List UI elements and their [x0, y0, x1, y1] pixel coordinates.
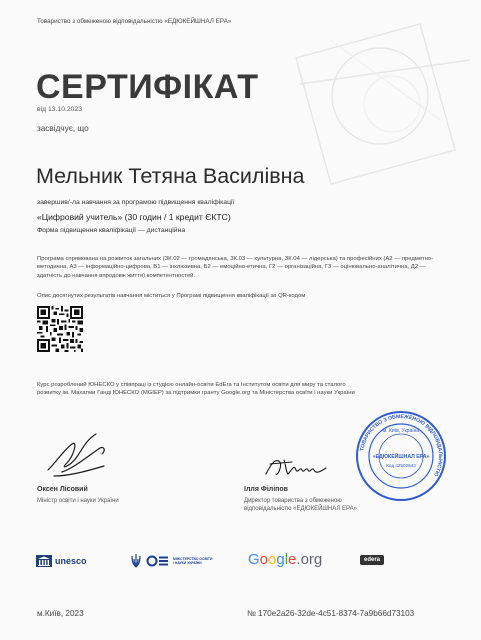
course-info: Курс розроблений ЮНЕСКО у співпраці із студією онлайн-освіти EdEra та Інститутом освіти для миру та сталого розвитку ім. Махатми Ганді ЮНЕСКО (MGIEP) за підтримки гранту Google.org та Міністерства освіти і науки України — [37, 382, 355, 397]
unesco-label: unesco — [55, 556, 87, 566]
edera-logo — [360, 555, 384, 565]
stamp-code-text: Код 42502643 — [386, 463, 416, 468]
program-name: «Цифровий учитель» (30 годин / 1 кредит ЄКТС) — [37, 212, 231, 222]
signer-1-role: Міністр освіти і науки України — [37, 498, 119, 504]
signer-1-name: Оксен Лісовий — [37, 486, 88, 493]
signature-2-icon — [262, 452, 332, 482]
signer-2-role: Директор товариства з обмеженою відповідальністю «ЕДЮКЕЙШНАЛ ЕРА» — [244, 498, 357, 512]
trident-icon — [130, 553, 142, 569]
partner-logos — [0, 548, 481, 578]
signer-2-name: Ілля Філіпов — [244, 486, 288, 493]
stamp-center-text: «ЕДЮКЕЙШНАЛ ЕРА» — [372, 454, 430, 460]
certifies-label: засвідчує, що — [37, 124, 89, 133]
qr-code-icon[interactable] — [37, 306, 83, 352]
certificate-title: СЕРТИФІКАТ — [36, 68, 259, 106]
footer-city-year: м.Київ, 2023 — [37, 609, 84, 618]
unesco-logo — [36, 555, 87, 567]
recipient-name: Мельник Тетяна Василівна — [36, 164, 305, 188]
company-name: Товариство з обмеженою відповідальністю «ЕДЮКЕЙШНАЛ ЕРА» — [37, 18, 232, 25]
edera-label: edera — [360, 555, 384, 565]
results-note: Опис досягнутих результатів навчання міститься у Програмі підвищення кваліфікації за QR-кодом — [37, 293, 306, 299]
company-stamp-icon — [355, 410, 447, 502]
certificate-number: № 170e2a26-32de-4c51-8374-7a9b66d73103 — [247, 609, 415, 618]
completion-text: завершив/-ла навчання за програмою підвищення кваліфікації — [37, 199, 235, 206]
ministry-mark-icon — [146, 555, 170, 567]
ministry-label: МІНІСТЕРСТВО ОСВІТИ І НАУКИ УКРАЇНИ — [173, 557, 213, 565]
google-org-label: Google.org — [248, 551, 323, 568]
stamp-top-text: м. Київ, Україна — [382, 428, 420, 434]
unesco-temple-icon — [36, 555, 52, 567]
stamp-ring-text: ТОВАРИСТВО З ОБМЕЖЕНОЮ ВІДПОВІДАЛЬНІСТЮ — [359, 413, 444, 478]
training-form: Форма підвищення кваліфікації — дистанційна — [37, 227, 186, 234]
ministry-logo — [130, 553, 213, 569]
issue-date: від 13.10.2023 — [37, 106, 82, 113]
competencies-text: Програма спрямована на розвиток загальних (ЗК.02 — громадянська, ЗК.03 — культурна, ЗК.04 — лідерська) та професійних (А2 — предметно-методична, А3 — інформаційно-цифрова, В1 — інклюзивна, Б2 — емоційно-етична, Г2 — організаційна, Г3 — оцінювально-аналітична, Д2 — здатність до навчання впродовж життя) компетентностей. — [37, 256, 434, 279]
signature-1-icon — [44, 426, 114, 482]
google-org-logo — [248, 551, 322, 568]
